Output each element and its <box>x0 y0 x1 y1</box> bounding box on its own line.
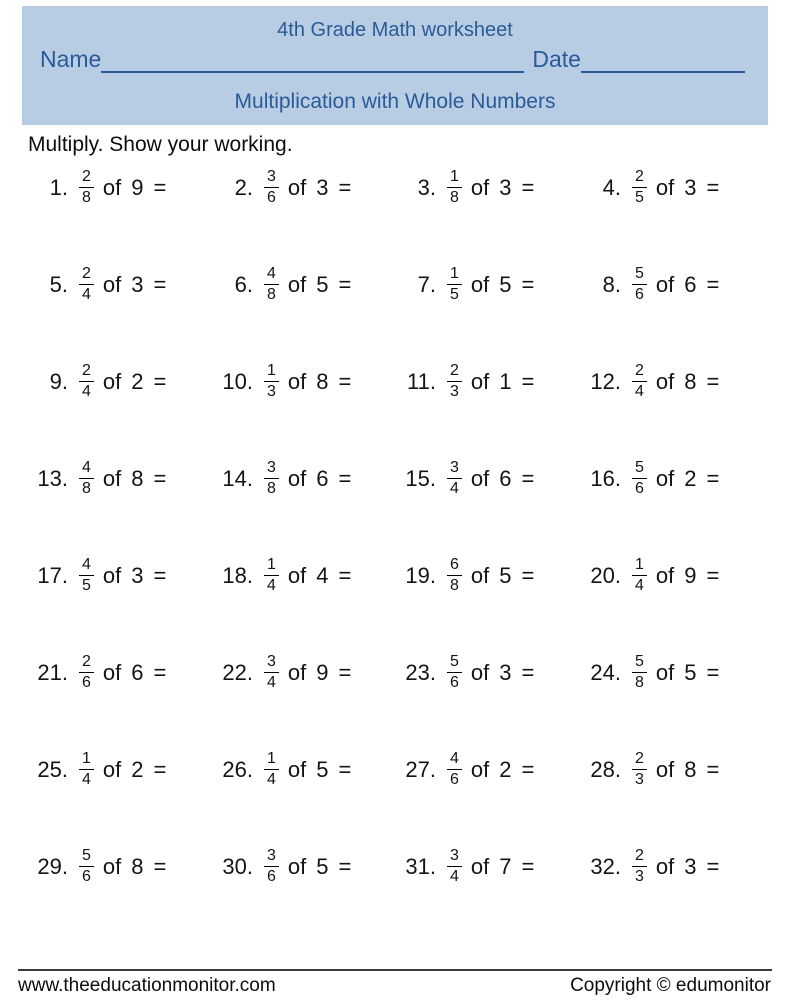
problem-item <box>583 750 778 790</box>
problem-item <box>30 847 215 887</box>
name-blank-line <box>101 48 524 73</box>
fraction-numerator: 5 <box>632 265 647 285</box>
problem-item <box>398 847 583 887</box>
problems-grid <box>30 139 778 915</box>
problem-number: 1. <box>49 174 68 200</box>
whole-number: 8 <box>316 368 329 394</box>
fraction <box>632 653 647 693</box>
equals-sign: = <box>706 853 720 879</box>
fraction-denominator: 3 <box>635 868 644 885</box>
of-text: of <box>470 562 490 588</box>
problem-item <box>583 459 778 499</box>
problem-item <box>215 265 398 305</box>
of-text: of <box>287 659 307 685</box>
problem-item <box>215 653 398 693</box>
of-text: of <box>287 368 307 394</box>
fraction <box>447 653 462 693</box>
fraction <box>79 653 94 693</box>
problem-number: 16. <box>590 465 621 491</box>
whole-number: 3 <box>131 562 144 588</box>
of-text: of <box>655 853 675 879</box>
equals-sign: = <box>338 853 352 879</box>
fraction <box>632 168 647 208</box>
of-text: of <box>470 174 490 200</box>
equals-sign: = <box>153 368 167 394</box>
whole-number: 3 <box>684 174 697 200</box>
problem-item <box>398 750 583 790</box>
fraction-numerator: 2 <box>632 168 647 188</box>
of-text: of <box>655 368 675 394</box>
fraction <box>447 847 462 887</box>
fraction-numerator: 3 <box>264 168 279 188</box>
fraction-denominator: 3 <box>267 383 276 400</box>
fraction <box>79 265 94 305</box>
fraction-numerator: 5 <box>79 847 94 867</box>
fraction-denominator: 6 <box>267 189 276 206</box>
equals-sign: = <box>706 756 720 782</box>
problem-number: 9. <box>49 368 68 394</box>
problem-number: 24. <box>590 659 621 685</box>
date-label: Date <box>532 46 581 72</box>
problem-number: 14. <box>222 465 253 491</box>
fraction-denominator: 4 <box>450 868 459 885</box>
fraction-numerator: 1 <box>264 750 279 770</box>
problem-number: 22. <box>222 659 253 685</box>
problem-item <box>398 653 583 693</box>
equals-sign: = <box>153 465 167 491</box>
of-text: of <box>102 853 122 879</box>
problem-number: 27. <box>405 756 436 782</box>
equals-sign: = <box>521 659 535 685</box>
of-text: of <box>470 271 490 297</box>
equals-sign: = <box>153 271 167 297</box>
problem-item <box>398 556 583 596</box>
fraction-numerator: 5 <box>447 653 462 673</box>
fraction-denominator: 6 <box>635 480 644 497</box>
problem-item <box>30 653 215 693</box>
problem-number: 19. <box>405 562 436 588</box>
fraction-numerator: 4 <box>79 556 94 576</box>
fraction-denominator: 6 <box>82 674 91 691</box>
equals-sign: = <box>521 853 535 879</box>
of-text: of <box>102 271 122 297</box>
problem-number: 32. <box>590 853 621 879</box>
problem-number: 4. <box>602 174 621 200</box>
problem-number: 20. <box>590 562 621 588</box>
problem-item <box>30 362 215 402</box>
of-text: of <box>470 659 490 685</box>
fraction-numerator: 3 <box>264 459 279 479</box>
of-text: of <box>102 562 122 588</box>
problem-item <box>215 750 398 790</box>
whole-number: 3 <box>684 853 697 879</box>
footer-divider <box>18 969 772 971</box>
equals-sign: = <box>521 368 535 394</box>
fraction-denominator: 3 <box>635 771 644 788</box>
whole-number: 8 <box>131 465 144 491</box>
whole-number: 2 <box>684 465 697 491</box>
worksheet-subtitle: Multiplication with Whole Numbers <box>234 90 556 113</box>
fraction-denominator: 4 <box>267 771 276 788</box>
worksheet-title: 4th Grade Math worksheet <box>277 19 513 41</box>
fraction-numerator: 2 <box>79 362 94 382</box>
fraction-denominator: 8 <box>450 577 459 594</box>
problem-number: 10. <box>222 368 253 394</box>
problem-item <box>215 362 398 402</box>
problem-number: 18. <box>222 562 253 588</box>
equals-sign: = <box>706 465 720 491</box>
fraction-denominator: 6 <box>450 771 459 788</box>
equals-sign: = <box>153 659 167 685</box>
problem-item <box>215 847 398 887</box>
equals-sign: = <box>521 174 535 200</box>
of-text: of <box>287 756 307 782</box>
problem-item <box>398 362 583 402</box>
fraction-denominator: 4 <box>82 286 91 303</box>
fraction-numerator: 1 <box>447 265 462 285</box>
of-text: of <box>102 368 122 394</box>
problem-number: 21. <box>37 659 68 685</box>
worksheet-header <box>22 6 768 125</box>
fraction <box>264 556 279 596</box>
equals-sign: = <box>521 562 535 588</box>
whole-number: 3 <box>131 271 144 297</box>
of-text: of <box>655 756 675 782</box>
equals-sign: = <box>338 368 352 394</box>
fraction <box>79 556 94 596</box>
fraction-numerator: 2 <box>79 653 94 673</box>
fraction <box>632 265 647 305</box>
fraction-denominator: 8 <box>450 189 459 206</box>
fraction <box>79 847 94 887</box>
whole-number: 5 <box>316 853 329 879</box>
problem-item <box>583 168 778 208</box>
of-text: of <box>287 271 307 297</box>
problem-number: 6. <box>234 271 253 297</box>
problem-number: 7. <box>417 271 436 297</box>
of-text: of <box>655 562 675 588</box>
problem-item <box>215 556 398 596</box>
fraction <box>79 168 94 208</box>
footer-copyright: Copyright © edumonitor <box>570 975 771 996</box>
problem-number: 31. <box>405 853 436 879</box>
equals-sign: = <box>338 271 352 297</box>
fraction-numerator: 2 <box>447 362 462 382</box>
whole-number: 2 <box>131 368 144 394</box>
equals-sign: = <box>338 174 352 200</box>
problem-item <box>215 459 398 499</box>
problem-number: 17. <box>37 562 68 588</box>
name-date-row <box>40 46 745 73</box>
fraction <box>447 265 462 305</box>
problem-item <box>583 265 778 305</box>
fraction-denominator: 8 <box>82 480 91 497</box>
of-text: of <box>102 174 122 200</box>
of-text: of <box>287 465 307 491</box>
fraction <box>447 459 462 499</box>
fraction-numerator: 2 <box>632 362 647 382</box>
whole-number: 6 <box>316 465 329 491</box>
date-blank-line <box>581 48 745 73</box>
whole-number: 5 <box>316 756 329 782</box>
problem-number: 28. <box>590 756 621 782</box>
equals-sign: = <box>338 659 352 685</box>
whole-number: 5 <box>499 562 512 588</box>
fraction-denominator: 8 <box>267 286 276 303</box>
problem-number: 12. <box>590 368 621 394</box>
equals-sign: = <box>706 271 720 297</box>
of-text: of <box>655 174 675 200</box>
of-text: of <box>470 368 490 394</box>
equals-sign: = <box>521 756 535 782</box>
equals-sign: = <box>706 368 720 394</box>
problem-number: 8. <box>602 271 621 297</box>
of-text: of <box>102 659 122 685</box>
fraction-numerator: 4 <box>264 265 279 285</box>
problem-item <box>30 459 215 499</box>
fraction <box>79 362 94 402</box>
equals-sign: = <box>338 562 352 588</box>
whole-number: 5 <box>499 271 512 297</box>
whole-number: 2 <box>131 756 144 782</box>
fraction-denominator: 4 <box>267 674 276 691</box>
equals-sign: = <box>706 562 720 588</box>
fraction-denominator: 4 <box>635 383 644 400</box>
fraction-denominator: 6 <box>82 868 91 885</box>
problem-number: 3. <box>417 174 436 200</box>
fraction-denominator: 4 <box>82 771 91 788</box>
fraction-numerator: 4 <box>79 459 94 479</box>
fraction <box>79 750 94 790</box>
problem-number: 2. <box>234 174 253 200</box>
problem-item <box>583 556 778 596</box>
fraction-denominator: 8 <box>82 189 91 206</box>
whole-number: 4 <box>316 562 329 588</box>
fraction <box>632 362 647 402</box>
of-text: of <box>470 756 490 782</box>
of-text: of <box>287 853 307 879</box>
fraction-denominator: 4 <box>635 577 644 594</box>
fraction-numerator: 5 <box>632 459 647 479</box>
of-text: of <box>102 465 122 491</box>
whole-number: 8 <box>684 368 697 394</box>
fraction <box>264 168 279 208</box>
of-text: of <box>655 465 675 491</box>
fraction-denominator: 5 <box>635 189 644 206</box>
fraction-numerator: 5 <box>632 653 647 673</box>
fraction <box>447 362 462 402</box>
fraction-denominator: 4 <box>450 480 459 497</box>
fraction-numerator: 2 <box>632 847 647 867</box>
of-text: of <box>655 659 675 685</box>
name-label: Name <box>40 46 102 72</box>
fraction <box>264 847 279 887</box>
problem-item <box>398 265 583 305</box>
fraction-numerator: 4 <box>447 750 462 770</box>
fraction-denominator: 8 <box>635 674 644 691</box>
fraction-denominator: 6 <box>450 674 459 691</box>
fraction-numerator: 3 <box>264 847 279 867</box>
fraction-numerator: 1 <box>264 362 279 382</box>
fraction <box>264 750 279 790</box>
fraction-numerator: 6 <box>447 556 462 576</box>
problem-number: 30. <box>222 853 253 879</box>
of-text: of <box>470 853 490 879</box>
problem-number: 23. <box>405 659 436 685</box>
of-text: of <box>470 465 490 491</box>
equals-sign: = <box>338 756 352 782</box>
fraction <box>264 265 279 305</box>
problem-item <box>215 168 398 208</box>
fraction <box>447 750 462 790</box>
problem-number: 29. <box>37 853 68 879</box>
problem-number: 13. <box>37 465 68 491</box>
equals-sign: = <box>153 174 167 200</box>
fraction-denominator: 8 <box>267 480 276 497</box>
fraction <box>264 459 279 499</box>
whole-number: 9 <box>316 659 329 685</box>
fraction-numerator: 1 <box>79 750 94 770</box>
whole-number: 3 <box>499 174 512 200</box>
fraction-denominator: 5 <box>450 286 459 303</box>
problem-item <box>30 750 215 790</box>
equals-sign: = <box>521 271 535 297</box>
fraction-numerator: 2 <box>632 750 647 770</box>
fraction <box>447 168 462 208</box>
fraction-numerator: 3 <box>447 847 462 867</box>
equals-sign: = <box>153 756 167 782</box>
problem-number: 25. <box>37 756 68 782</box>
whole-number: 9 <box>684 562 697 588</box>
equals-sign: = <box>521 465 535 491</box>
problem-item <box>398 168 583 208</box>
whole-number: 9 <box>131 174 144 200</box>
equals-sign: = <box>338 465 352 491</box>
problem-number: 26. <box>222 756 253 782</box>
whole-number: 6 <box>131 659 144 685</box>
whole-number: 5 <box>316 271 329 297</box>
problem-item <box>30 265 215 305</box>
problem-number: 5. <box>49 271 68 297</box>
fraction <box>632 556 647 596</box>
fraction <box>79 459 94 499</box>
problem-item <box>583 653 778 693</box>
fraction <box>632 750 647 790</box>
of-text: of <box>287 174 307 200</box>
fraction <box>447 556 462 596</box>
of-text: of <box>287 562 307 588</box>
fraction-denominator: 6 <box>635 286 644 303</box>
whole-number: 3 <box>316 174 329 200</box>
fraction <box>264 362 279 402</box>
problem-number: 15. <box>405 465 436 491</box>
footer-website: www.theeducationmonitor.com <box>18 975 276 996</box>
whole-number: 7 <box>499 853 512 879</box>
fraction-numerator: 2 <box>79 168 94 188</box>
whole-number: 8 <box>131 853 144 879</box>
fraction-denominator: 6 <box>267 868 276 885</box>
fraction-denominator: 3 <box>450 383 459 400</box>
problem-item <box>30 168 215 208</box>
problem-item <box>398 459 583 499</box>
equals-sign: = <box>706 659 720 685</box>
whole-number: 6 <box>499 465 512 491</box>
equals-sign: = <box>706 174 720 200</box>
whole-number: 5 <box>684 659 697 685</box>
whole-number: 8 <box>684 756 697 782</box>
of-text: of <box>655 271 675 297</box>
fraction-denominator: 5 <box>82 577 91 594</box>
fraction <box>632 847 647 887</box>
equals-sign: = <box>153 562 167 588</box>
fraction-numerator: 3 <box>447 459 462 479</box>
whole-number: 3 <box>499 659 512 685</box>
problem-item <box>583 847 778 887</box>
fraction-numerator: 2 <box>79 265 94 285</box>
equals-sign: = <box>153 853 167 879</box>
fraction-numerator: 1 <box>447 168 462 188</box>
fraction-denominator: 4 <box>82 383 91 400</box>
fraction-numerator: 3 <box>264 653 279 673</box>
instructions-text: Multiply. Show your working. <box>28 133 293 156</box>
of-text: of <box>102 756 122 782</box>
fraction-denominator: 4 <box>267 577 276 594</box>
problem-number: 11. <box>407 368 436 394</box>
whole-number: 2 <box>499 756 512 782</box>
fraction <box>264 653 279 693</box>
fraction <box>632 459 647 499</box>
fraction-numerator: 1 <box>264 556 279 576</box>
whole-number: 1 <box>499 368 512 394</box>
problem-item <box>583 362 778 402</box>
fraction-numerator: 1 <box>632 556 647 576</box>
whole-number: 6 <box>684 271 697 297</box>
problem-item <box>30 556 215 596</box>
